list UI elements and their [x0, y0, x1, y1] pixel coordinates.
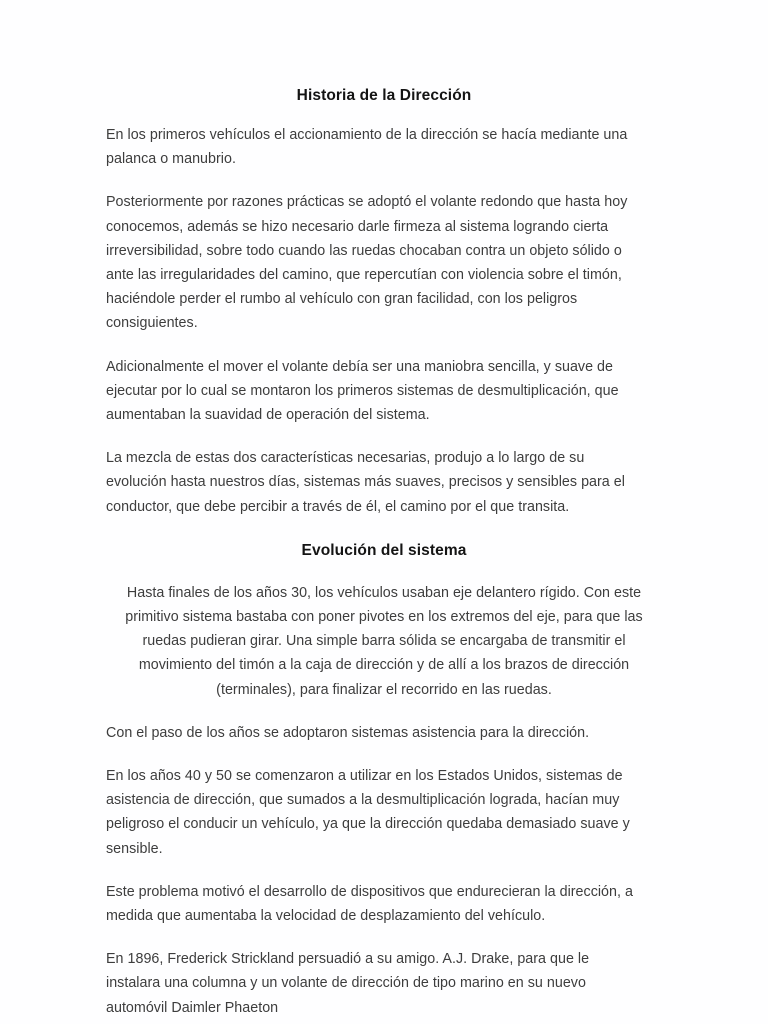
- text-line: Posteriormente por razones prácticas se adoptó el volante redondo que hasta hoy: [106, 194, 628, 211]
- text-line: La mezcla de estas dos características necesarias, produjo a lo largo de su: [106, 450, 585, 467]
- text-line: Hasta finales de los años 30, los vehículos usaban eje delantero rígido. Con este: [126, 584, 642, 601]
- text-line: peligroso el conducir un vehículo, ya que la dirección quedaba demasiado suave y: [106, 816, 630, 833]
- text-line: ante las irregularidades del camino, que repercutían con violencia sobre el timón,: [106, 267, 622, 284]
- text-line: asistencia de dirección, que sumados a la desmultiplicación lograda, hacían muy: [106, 792, 620, 809]
- paragraph-7: [106, 764, 662, 861]
- paragraph-8: [106, 880, 662, 928]
- text-line: ejecutar por lo cual se montaron los primeros sistemas de desmultiplicación, que: [106, 382, 619, 399]
- paragraph-1: [106, 123, 662, 171]
- text-line: En 1896, Frederick Strickland persuadió a su amigo. A.J. Drake, para que le: [106, 951, 590, 968]
- text-line: conocemos, además se hizo necesario darle firmeza al sistema logrando cierta: [106, 218, 609, 235]
- text-line: Adicionalmente el mover el volante debía ser una maniobra sencilla, y suave de: [106, 358, 614, 375]
- paragraph-3: [106, 355, 662, 428]
- paragraph-4: [106, 446, 662, 519]
- paragraph-9: [106, 947, 662, 1020]
- text-line: instalara una columna y un volante de dirección de tipo marino en su nuevo: [106, 975, 586, 992]
- text-line: ruedas pudieran girar. Una simple barra sólida se encargaba de transmitir el: [142, 633, 626, 650]
- section-title-evolucion: Evolución del sistema: [301, 541, 467, 559]
- text-line: evolución hasta nuestros días, sistemas más suaves, precisos y sensibles para el: [106, 474, 625, 491]
- text-line: palanca o manubrio.: [106, 151, 236, 168]
- text-line: irreversibilidad, sobre todo cuando las ruedas chocaban contra un objeto sólido o: [106, 242, 622, 259]
- paragraph-6: [106, 721, 662, 745]
- page-title: Historia de la Dirección: [296, 87, 472, 104]
- text-line: (terminales), para finalizar el recorrido en las ruedas.: [216, 681, 552, 698]
- text-line: consiguientes.: [106, 315, 198, 332]
- text-line: Este problema motivó el desarrollo de dispositivos que endurecieran la dirección, a: [106, 883, 633, 900]
- text-line: conductor, que debe percibir a través de él, el camino por el que transita.: [106, 498, 570, 515]
- text-line: En los primeros vehículos el accionamiento de la dirección se hacía mediante una: [106, 127, 628, 143]
- text-line: movimiento del timón a la caja de dirección y de allí a los brazos de dirección: [138, 657, 630, 674]
- text-line: Con el paso de los años se adoptaron sistemas asistencia para la dirección.: [106, 724, 590, 741]
- text-line: aumentaban la suavidad de operación del sistema.: [106, 407, 430, 424]
- paragraph-2: [106, 190, 662, 335]
- text-line: En los años 40 y 50 se comenzaron a utilizar en los Estados Unidos, sistemas de: [106, 768, 623, 785]
- text-line: automóvil Daimler Phaeton: [106, 999, 279, 1016]
- text-line: haciéndole perder el rumbo al vehículo con gran facilidad, con los peligros: [106, 291, 578, 308]
- text-line: sensible.: [106, 840, 163, 857]
- text-line: primitivo sistema bastaba con poner pivotes en los extremos del eje, para que las: [125, 609, 643, 626]
- text-line: medida que aumentaba la velocidad de desplazamiento del vehículo.: [106, 908, 546, 925]
- paragraph-5: [106, 581, 662, 702]
- document-content: [106, 86, 662, 1020]
